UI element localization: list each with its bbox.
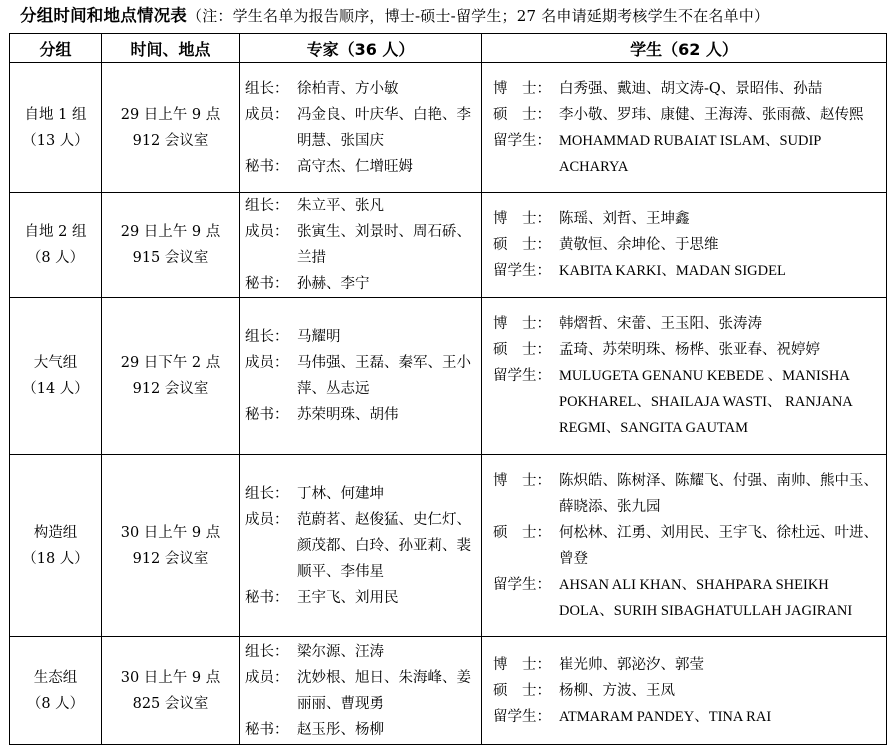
time-cell <box>102 193 240 298</box>
group-count: （8 人） <box>26 250 85 266</box>
phd-line <box>493 76 886 102</box>
phd-label: 博 士： <box>493 472 551 489</box>
leader-label: 组长： <box>245 643 289 660</box>
member-names: 范蔚茗、赵俊猛、史仁灯、颜茂都、白玲、孙亚莉、裴顺平、李伟星 <box>297 511 471 580</box>
title-note: （注：学生名单为报告顺序，博士-硕士-留学生；27 名申请延期考核学生不在名单中） <box>187 7 770 25</box>
master-names: 杨柳、方波、王凤 <box>559 682 675 699</box>
intl-names: AHSAN ALI KHAN、SHAHPARA SHEIKH DOLA、SURIH SIBAGHATULLAH JAGIRANI <box>559 576 853 619</box>
secretary-line <box>245 402 481 428</box>
secretary-line <box>245 585 481 611</box>
table-title <box>20 4 890 28</box>
intl-names: KABITA KARKI、MADAN SIGDEL <box>559 263 786 279</box>
phd-names: 陈瑶、刘哲、王坤鑫 <box>559 211 690 227</box>
phd-line <box>493 311 886 337</box>
phd-names: 白秀强、戴迪、胡文涛-Q、景昭伟、孙喆 <box>559 80 823 97</box>
members-line <box>245 665 481 717</box>
secretary-label: 秘书： <box>245 158 289 175</box>
members-line <box>245 102 481 154</box>
meeting-time: 29 日上午 9 点 <box>120 224 221 240</box>
leader-label: 组长： <box>245 80 289 97</box>
group-name: 自地 2 组 <box>24 224 87 240</box>
header-experts: 专家（36 人） <box>240 34 482 63</box>
group-cell <box>10 63 102 193</box>
intl-line <box>493 572 886 624</box>
time-cell <box>102 63 240 193</box>
member-names: 张寅生、刘景时、周石硚、兰措 <box>297 224 471 266</box>
experts-cell <box>240 637 482 745</box>
phd-label: 博 士： <box>493 656 551 673</box>
table-body <box>10 63 887 745</box>
header-group: 分组 <box>10 34 102 63</box>
master-label: 硕 士： <box>493 682 551 699</box>
secretary-names: 王宇飞、刘用民 <box>297 589 399 606</box>
master-line <box>493 678 886 704</box>
table-row <box>10 193 887 298</box>
leader-line <box>245 481 481 507</box>
meeting-time: 29 日下午 2 点 <box>120 355 221 371</box>
leader-label: 组长： <box>245 485 289 502</box>
table-row <box>10 637 887 745</box>
table-row <box>10 455 887 637</box>
secretary-label: 秘书： <box>245 589 289 606</box>
secretary-line <box>245 154 481 180</box>
master-names: 何松林、江勇、刘用民、王宇飞、徐杜远、叶进、曾登 <box>559 524 878 567</box>
secretary-label: 秘书： <box>245 407 289 423</box>
meeting-place: 912 会议室 <box>132 550 209 567</box>
meeting-place: 825 会议室 <box>132 695 209 712</box>
leader-names: 徐柏青、方小敏 <box>297 80 399 97</box>
intl-names: ATMARAM PANDEY、TINA RAI <box>559 708 772 725</box>
members-label: 成员： <box>245 355 289 371</box>
phd-line <box>493 206 886 232</box>
leader-label: 组长： <box>245 329 289 345</box>
members-label: 成员： <box>245 224 289 240</box>
header-time: 时间、地点 <box>102 34 240 63</box>
group-count: （8 人） <box>26 695 85 712</box>
intl-label: 留学生： <box>493 263 551 279</box>
intl-names: MOHAMMAD RUBAIAT ISLAM、SUDIP ACHARYA <box>559 132 821 175</box>
phd-names: 陈炽皓、陈树泽、陈耀飞、付强、南帅、熊中玉、薛晓添、张九园 <box>559 472 878 515</box>
group-count: （18 人） <box>22 550 89 567</box>
leader-line <box>245 639 481 665</box>
header-students: 学生（62 人） <box>482 34 887 63</box>
group-count: （13 人） <box>22 132 89 149</box>
group-name: 生态组 <box>33 669 78 686</box>
leader-line <box>245 193 481 219</box>
group-count: （14 人） <box>22 381 89 397</box>
secretary-names: 孙赫、李宁 <box>297 276 370 292</box>
secretary-names: 赵玉彤、杨柳 <box>297 721 384 738</box>
leader-names: 丁林、何建坤 <box>297 485 384 502</box>
group-name: 构造组 <box>33 524 78 541</box>
master-line <box>493 337 886 363</box>
students-cell <box>482 63 887 193</box>
secretary-names: 苏荣明珠、胡伟 <box>297 407 399 423</box>
students-cell <box>482 637 887 745</box>
master-label: 硕 士： <box>493 237 551 253</box>
member-names: 冯金良、叶庆华、白艳、李明慧、张国庆 <box>297 106 471 149</box>
leader-names: 梁尔源、汪涛 <box>297 643 384 660</box>
master-line <box>493 232 886 258</box>
master-label: 硕 士： <box>493 342 551 358</box>
group-name: 大气组 <box>33 355 78 371</box>
master-label: 硕 士： <box>493 106 551 123</box>
phd-names: 崔光帅、郭泌汐、郭莹 <box>559 656 704 673</box>
meeting-time: 30 日上午 9 点 <box>120 524 221 541</box>
members-line <box>245 350 481 402</box>
members-label: 成员： <box>245 106 289 123</box>
member-names: 沈妙根、旭日、朱海峰、姜丽丽、曹现勇 <box>297 669 471 712</box>
master-label: 硕 士： <box>493 524 551 541</box>
members-label: 成员： <box>245 669 289 686</box>
experts-cell <box>240 63 482 193</box>
leader-label: 组长： <box>245 198 289 214</box>
time-cell <box>102 455 240 637</box>
meeting-place: 915 会议室 <box>132 250 209 266</box>
intl-line <box>493 363 886 441</box>
intl-label: 留学生： <box>493 132 551 149</box>
secretary-label: 秘书： <box>245 276 289 292</box>
intl-label: 留学生： <box>493 708 551 725</box>
title-main: 分组时间和地点情况表 <box>20 6 187 25</box>
time-cell <box>102 298 240 455</box>
table-row <box>10 298 887 455</box>
group-cell <box>10 298 102 455</box>
secretary-line <box>245 717 481 743</box>
members-label: 成员： <box>245 511 289 528</box>
secretary-label: 秘书： <box>245 721 289 738</box>
master-line <box>493 102 886 128</box>
experts-cell <box>240 455 482 637</box>
intl-line <box>493 128 886 180</box>
members-line <box>245 219 481 271</box>
intl-names: MULUGETA GENANU KEBEDE 、MANISHA POKHAREL、SHAILAJA WASTI、 RANJANA REGMI、SANGITA GAUTAM <box>559 368 852 436</box>
students-cell <box>482 455 887 637</box>
experts-cell <box>240 193 482 298</box>
leader-line <box>245 76 481 102</box>
phd-label: 博 士： <box>493 80 551 97</box>
schedule-table <box>9 33 887 745</box>
master-line <box>493 520 886 572</box>
secretary-line <box>245 271 481 297</box>
master-names: 李小敬、罗玮、康健、王海涛、张雨薇、赵传熙 <box>559 106 864 123</box>
group-cell <box>10 455 102 637</box>
intl-line <box>493 258 886 284</box>
master-names: 黄敬恒、余坤伦、于思维 <box>559 237 719 253</box>
students-cell <box>482 193 887 298</box>
intl-label: 留学生： <box>493 576 551 593</box>
table-row <box>10 63 887 193</box>
leader-names: 马耀明 <box>297 329 341 345</box>
group-cell <box>10 193 102 298</box>
phd-names: 韩熠哲、宋蕾、王玉阳、张涛涛 <box>559 316 762 332</box>
members-line <box>245 507 481 585</box>
meeting-place: 912 会议室 <box>132 132 209 149</box>
member-names: 马伟强、王磊、秦军、王小萍、丛志远 <box>297 355 471 397</box>
phd-line <box>493 468 886 520</box>
leader-names: 朱立平、张凡 <box>297 198 384 214</box>
secretary-names: 高守杰、仁增旺姆 <box>297 158 413 175</box>
meeting-time: 29 日上午 9 点 <box>120 106 221 123</box>
time-cell <box>102 637 240 745</box>
experts-cell <box>240 298 482 455</box>
students-cell <box>482 298 887 455</box>
meeting-place: 912 会议室 <box>132 381 209 397</box>
group-name: 自地 1 组 <box>24 106 87 123</box>
header-row <box>10 34 887 63</box>
meeting-time: 30 日上午 9 点 <box>120 669 221 686</box>
group-cell <box>10 637 102 745</box>
master-names: 孟琦、苏荣明珠、杨桦、张亚春、祝婷婷 <box>559 342 820 358</box>
phd-line <box>493 652 886 678</box>
leader-line <box>245 324 481 350</box>
phd-label: 博 士： <box>493 211 551 227</box>
intl-label: 留学生： <box>493 368 551 384</box>
phd-label: 博 士： <box>493 316 551 332</box>
intl-line <box>493 704 886 730</box>
